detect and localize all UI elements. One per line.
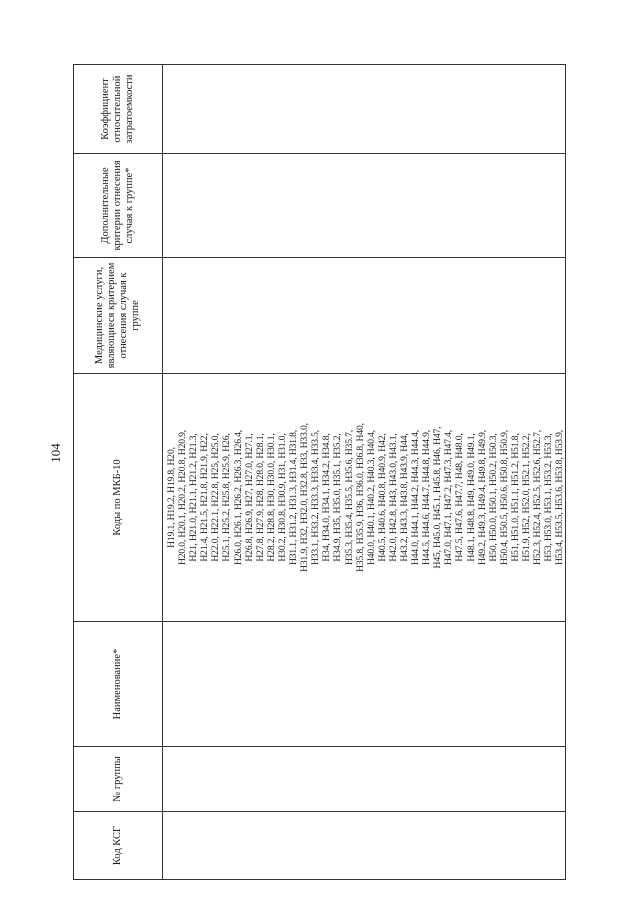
cell-medical-services bbox=[163, 258, 566, 374]
icd10-codes-line: H34.9, H35, H35.0, H35.1, H35.2, bbox=[332, 433, 344, 562]
icd10-codes-line: H44.5, H44.6, H44.7, H44.8, H44.9, bbox=[421, 429, 433, 566]
icd10-codes-line: H47.0, H47.1, H47.2, H47.3, H47.4, bbox=[443, 429, 455, 566]
icd10-codes-line: H33.1, H33.2, H33.3, H33.4, H33.5, bbox=[310, 429, 322, 566]
icd10-codes-line: H45, H45.0, H45.1, H45.8, H46, H47, bbox=[432, 426, 444, 569]
icd10-codes-line: H26.0, H26.1, H26.2, H26.3, H26.4, bbox=[232, 429, 244, 566]
icd10-codes-line: H48.1, H48.8, H49, H49.0, H49.1, bbox=[465, 433, 477, 562]
icd10-codes-line: H25.1, H25.2, H25.8, H25.9, H26, bbox=[221, 433, 233, 562]
icd10-codes-line: H51.9, H52, H52.0, H52.1, H52.2, bbox=[521, 433, 532, 562]
icd10-codes-line: H26.8, H26.9, H27, H27.0, H27.1, bbox=[243, 433, 255, 562]
icd10-codes-line: H53, H53.0, H53.1, H53.2, H53.3, bbox=[543, 433, 555, 562]
icd10-codes-line: H21, H21.0, H21.1, H21.2, H21.3, bbox=[188, 433, 200, 562]
icd10-codes-line: H47.5, H47.6, H47.7, H48, H48.0, bbox=[454, 433, 466, 562]
icd10-codes-line: H34, H34.0, H34.1, H34.2, H34.8, bbox=[321, 433, 333, 562]
icd10-codes-line: H40.0, H40.1, H40.2, H40.3, H40.4, bbox=[365, 429, 377, 566]
icd10-codes-line: H42.0, H42.8, H43, H43.0, H43.1, bbox=[387, 433, 399, 562]
header-icd10-codes: Коды по МКБ-10 bbox=[74, 374, 163, 622]
icd10-codes-line: H19.1, H19.2, H19.8, H20, bbox=[166, 447, 177, 548]
header-name: Наименование* bbox=[74, 622, 163, 747]
icd10-codes-line: H53.4, H53.5, H53.6, H53.8, H53.9, bbox=[554, 429, 566, 566]
icd10-codes-line: H27.8, H27.9, H28, H28.0, H28.1, bbox=[254, 433, 266, 562]
icd10-codes-line: H51, H51.0, H51.1, H51.2, H51.8, bbox=[509, 433, 521, 562]
header-cost-coefficient: Коэффициент относительной затратоемкости bbox=[74, 65, 163, 154]
cell-cost-coefficient bbox=[163, 65, 566, 154]
rotated-table-container bbox=[73, 65, 566, 880]
header-group-number: № группы bbox=[74, 747, 163, 812]
icd10-codes-line: H40.5, H40.6, H40.8, H40.9, H42, bbox=[376, 433, 388, 562]
icd10-codes-line: H50, H50.0, H50.1, H50.2, H50.3, bbox=[487, 433, 499, 562]
icd10-codes-line: H21.4, H21.5, H21.8, H21.9, H22, bbox=[199, 433, 211, 562]
cell-ksg-code bbox=[163, 812, 566, 880]
icd10-codes-line: H50.4, H50.5, H50.6, H50.8, H50.9, bbox=[498, 429, 510, 566]
icd10-codes-line: H35.8, H35.9, H36, H36.0, H36.8, H40, bbox=[354, 423, 366, 572]
icd10-codes-line: H31.9, H32, H32.0, H32.8, H33, H33.0, bbox=[299, 423, 311, 572]
cell-group-number bbox=[163, 747, 566, 812]
page-number: 104 bbox=[48, 443, 63, 463]
icd10-codes-line: H35.3, H35.4, H35.5, H35.6, H35.7, bbox=[343, 429, 355, 566]
icd10-codes-line: H44.0, H44.1, H44.2, H44.3, H44.4, bbox=[410, 429, 422, 566]
ksg-table bbox=[73, 64, 566, 880]
header-medical-services: Медицинские услуги, являющиеся критерием отнесения случая к группе bbox=[74, 258, 163, 374]
icd10-codes-line: H49.2, H49.3, H49.4, H49.8, H49.9, bbox=[476, 429, 488, 566]
cell-icd10-codes bbox=[163, 374, 566, 622]
table-header-row bbox=[74, 65, 163, 880]
icd10-codes-line: H22.0, H22.1, H22.8, H25, H25.0, bbox=[210, 433, 222, 562]
header-additional-criteria: Дополнительные критерии отнесения случая к группе* bbox=[74, 154, 163, 258]
cell-additional-criteria bbox=[163, 154, 566, 258]
table-row bbox=[163, 65, 566, 880]
icd10-codes-line: H20.0, H20.1, H20.2, H20.8, H20.9, bbox=[177, 429, 189, 566]
icd10-codes-line: H30.2, H30.8, H30.9, H31, H31.0, bbox=[276, 433, 288, 562]
cell-name bbox=[163, 622, 566, 747]
header-ksg-code: Код КСГ bbox=[74, 812, 163, 880]
icd10-codes-line: H43.2, H43.3, H43.8, H43.9, H44, bbox=[398, 433, 410, 562]
icd10-codes-line: H28.2, H28.8, H30, H30.0, H30.1, bbox=[265, 433, 277, 562]
icd10-codes-line: H31.1, H31.2, H31.3, H31.4, H31.8, bbox=[288, 429, 300, 566]
icd10-codes-line: H52.3, H52.4, H52.5, H52.6, H52.7, bbox=[532, 429, 544, 566]
